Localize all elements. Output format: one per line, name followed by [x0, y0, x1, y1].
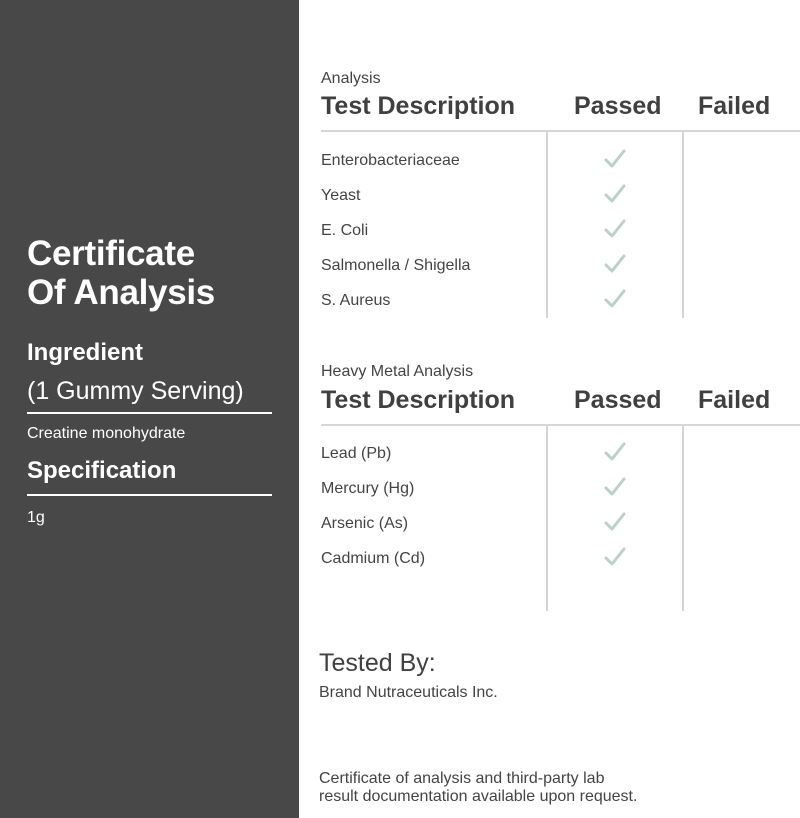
ingredient-heading: Ingredient — [27, 339, 144, 366]
analysis-row-label: Salmonella / Shigella — [321, 257, 471, 274]
heavy-metal-header-rule — [321, 424, 800, 426]
analysis-column-divider-1 — [546, 131, 548, 318]
checkmark-icon — [604, 254, 626, 274]
heavy-metal-column-divider-1 — [546, 425, 548, 611]
sidebar-panel — [0, 0, 299, 818]
results-panel — [299, 0, 800, 818]
analysis-column-divider-2 — [682, 131, 684, 318]
certificate-title-line1: Certificate — [27, 234, 195, 273]
checkmark-icon — [604, 184, 626, 204]
checkmark-icon — [604, 442, 626, 462]
heavy-metal-header-passed: Passed — [574, 386, 662, 414]
heavy-metal-header-failed: Failed — [698, 386, 771, 414]
heavy-metal-column-divider-2 — [682, 425, 684, 611]
footer-note-line1: Certificate of analysis and third-party lab — [319, 770, 605, 787]
analysis-row-label: Yeast — [321, 187, 361, 204]
checkmark-icon — [604, 512, 626, 532]
heavy-metal-section-label: Heavy Metal Analysis — [321, 363, 474, 380]
heavy-metal-row-label: Cadmium (Cd) — [321, 550, 426, 567]
analysis-row-label: S. Aureus — [321, 292, 391, 309]
certificate-title — [27, 234, 215, 312]
ingredient-serving: (1 Gummy Serving) — [27, 377, 244, 405]
checkmark-icon — [604, 219, 626, 239]
analysis-header-rule — [321, 130, 800, 132]
checkmark-icon — [604, 477, 626, 497]
checkmark-icon — [604, 289, 626, 309]
ingredient-value: Creatine monohydrate — [27, 425, 186, 442]
analysis-section-label: Analysis — [321, 70, 381, 87]
analysis-header-failed: Failed — [698, 92, 771, 120]
heavy-metal-row-label: Lead (Pb) — [321, 445, 392, 462]
analysis-header-passed: Passed — [574, 92, 662, 120]
checkmark-icon — [604, 547, 626, 567]
footer-note-line2: result documentation available upon request. — [319, 788, 638, 805]
heavy-metal-row-label: Arsenic (As) — [321, 515, 409, 532]
heavy-metal-row-label: Mercury (Hg) — [321, 480, 415, 497]
analysis-header-description: Test Description — [321, 92, 516, 120]
specification-divider — [27, 494, 272, 496]
specification-value: 1g — [27, 509, 45, 526]
analysis-row-label: E. Coli — [321, 222, 369, 239]
specification-heading: Specification — [27, 457, 177, 484]
checkmark-icon — [604, 149, 626, 169]
ingredient-divider — [27, 412, 272, 414]
heavy-metal-header-description: Test Description — [321, 386, 516, 414]
tested-by-title: Tested By: — [319, 649, 436, 677]
analysis-row-label: Enterobacteriaceae — [321, 152, 460, 169]
certificate-title-line2: Of Analysis — [27, 273, 215, 312]
tested-by-name: Brand Nutraceuticals Inc. — [319, 684, 498, 701]
